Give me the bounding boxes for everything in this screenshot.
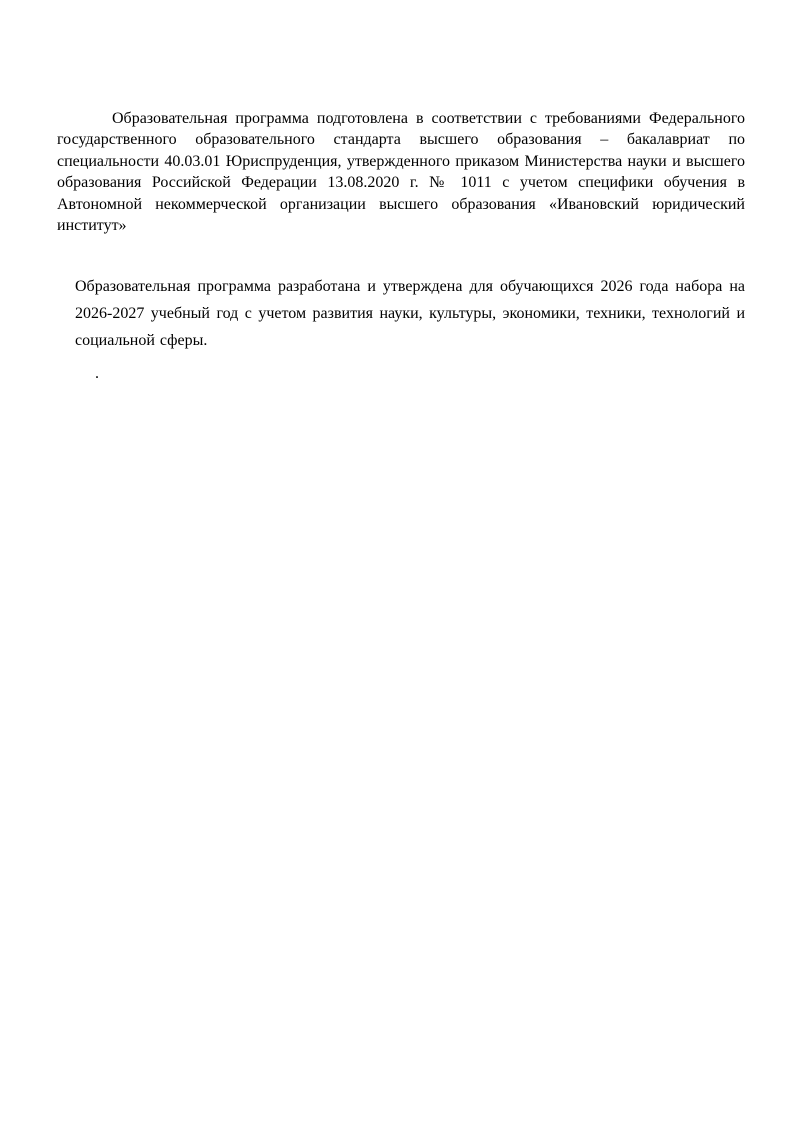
stray-period: . xyxy=(95,365,99,383)
paragraph-program-cohort: Образовательная программа разработана и утверждена для обучающихся 2026 года набора на 2026-2027 учебный год с учетом развития науки, культуры, экономики, техники, технологий и социальной сферы. xyxy=(75,278,745,350)
paragraph-program-standard: Образовательная программа подготовлена в соответствии с требованиями Федерального государственного образовательного стандарта высшего образования – бакалавриат по специальности 40.03.01 Юриспруденция, утвержденного приказом Министерства науки и высшего образования Российской Федерации 13.08.2020 г. № 1011 с учетом специфики обучения в Автономной некоммерческой организации высшего образования «Ивановский юридический институт» xyxy=(57,110,745,235)
